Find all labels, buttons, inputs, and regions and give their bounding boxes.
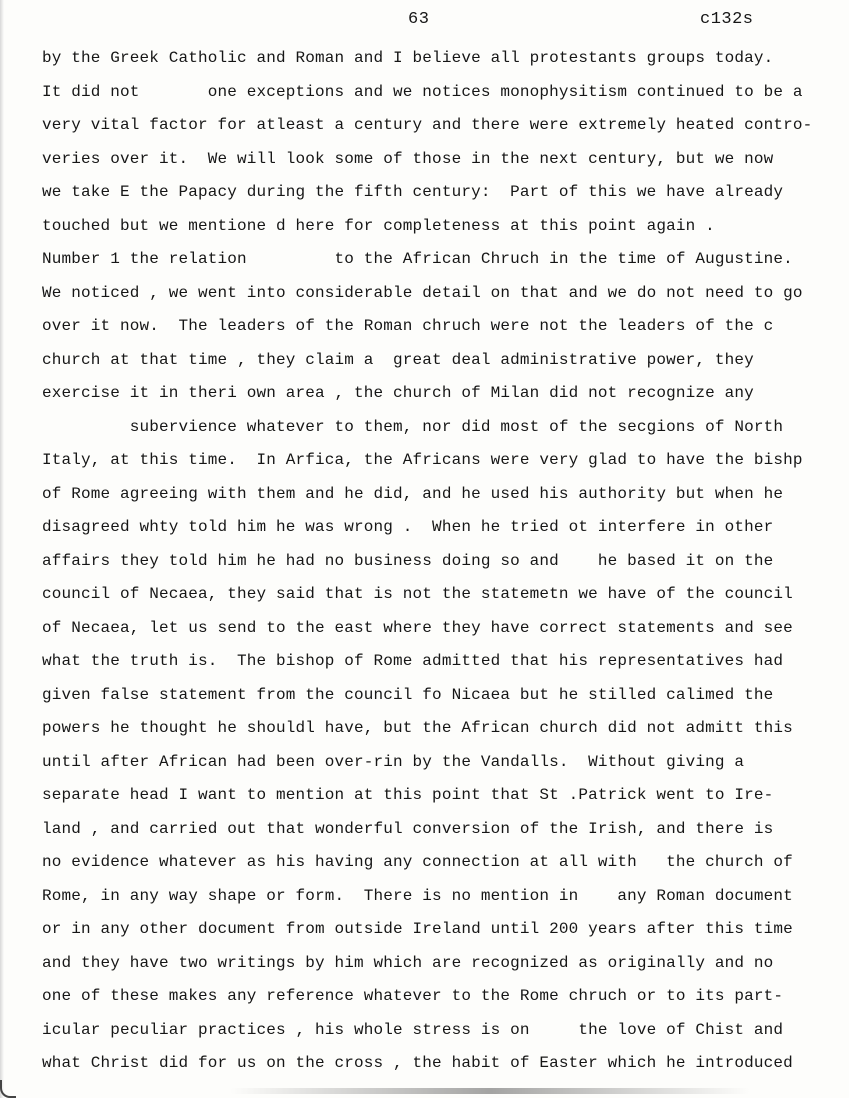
text-line: Number 1 the relation to the African Chruch in the time of Augustine. — [42, 250, 793, 268]
scan-corner-mark — [0, 1080, 16, 1098]
document-code: c132s — [700, 10, 754, 29]
text-line: no evidence whatever as his having any connection at all with the church of — [42, 853, 793, 871]
scan-edge-shadow — [0, 0, 4, 1098]
text-line: over it now. The leaders of the Roman chruch were not the leaders of the c — [42, 317, 774, 335]
text-line: Italy, at this time. In Arfica, the Africans were very glad to have the bishp — [42, 451, 803, 469]
text-line: exercise it in theri own area , the church of Milan did not recognize any — [42, 384, 754, 402]
text-line: what the truth is. The bishop of Rome admitted that his representatives had — [42, 652, 784, 670]
text-line: given false statement from the council fo Nicaea but he stilled calimed the — [42, 685, 774, 704]
text-line: Rome, in any way shape or form. There is no mention in any Roman document — [42, 886, 793, 905]
text-line: of Necaea, let us send to the east where they have correct statements and see — [42, 618, 793, 637]
text-line: disagreed whty told him he was wrong . When he tried ot interfere in other — [42, 518, 774, 536]
text-line: one of these makes any reference whatever to the Rome chruch or to its part- — [42, 987, 784, 1005]
text-line: until after African had been over-rin by the Vandalls. Without giving a — [42, 752, 745, 771]
text-line: of Rome agreeing with them and he did, and he used his authority but when he — [42, 484, 784, 503]
page-number: 63 — [408, 10, 430, 29]
text-line: and they have two writings by him which are recognized as originally and no — [42, 953, 774, 972]
text-line: what Christ did for us on the cross , the habit of Easter which he introduced — [42, 1054, 793, 1072]
text-line: or in any other document from outside Ireland until 200 years after this time — [42, 920, 793, 938]
text-line: icular peculiar practices , his whole stress is on the love of Chist and — [42, 1020, 784, 1039]
typewritten-body — [42, 42, 832, 1081]
text-line: church at that time , they claim a great deal administrative power, they — [42, 350, 754, 369]
scan-smudge — [230, 1088, 750, 1094]
text-line: powers he thought he shouldl have, but the African church did not admitt this — [42, 719, 793, 737]
text-line: very vital factor for atleast a century and there were extremely heated contro- — [42, 116, 813, 134]
text-line: affairs they told him he had no business doing so and he based it on the — [42, 551, 774, 570]
text-line: land , and carried out that wonderful conversion of the Irish, and there is — [42, 819, 774, 838]
text-line: We noticed , we went into considerable detail on that and we do not need to go — [42, 283, 803, 302]
text-line: council of Necaea, they said that is not the statemetn we have of the council — [42, 585, 793, 603]
text-line: separate head I want to mention at this point that St .Patrick went to Ire- — [42, 786, 774, 804]
text-line: touched but we mentione d here for completeness at this point again . — [42, 216, 735, 235]
text-line: we take E the Papacy during the fifth century: Part of this we have already — [42, 183, 784, 201]
text-line: subervience whatever to them, nor did most of the secgions of North — [42, 417, 784, 436]
text-line: veries over it. We will look some of those in the next century, but we now — [42, 149, 774, 168]
text-line: It did not one exceptions and we notices monophysitism continued to be a — [42, 82, 803, 101]
text-line: by the Greek Catholic and Roman and I believe all protestants groups today. — [42, 49, 774, 67]
